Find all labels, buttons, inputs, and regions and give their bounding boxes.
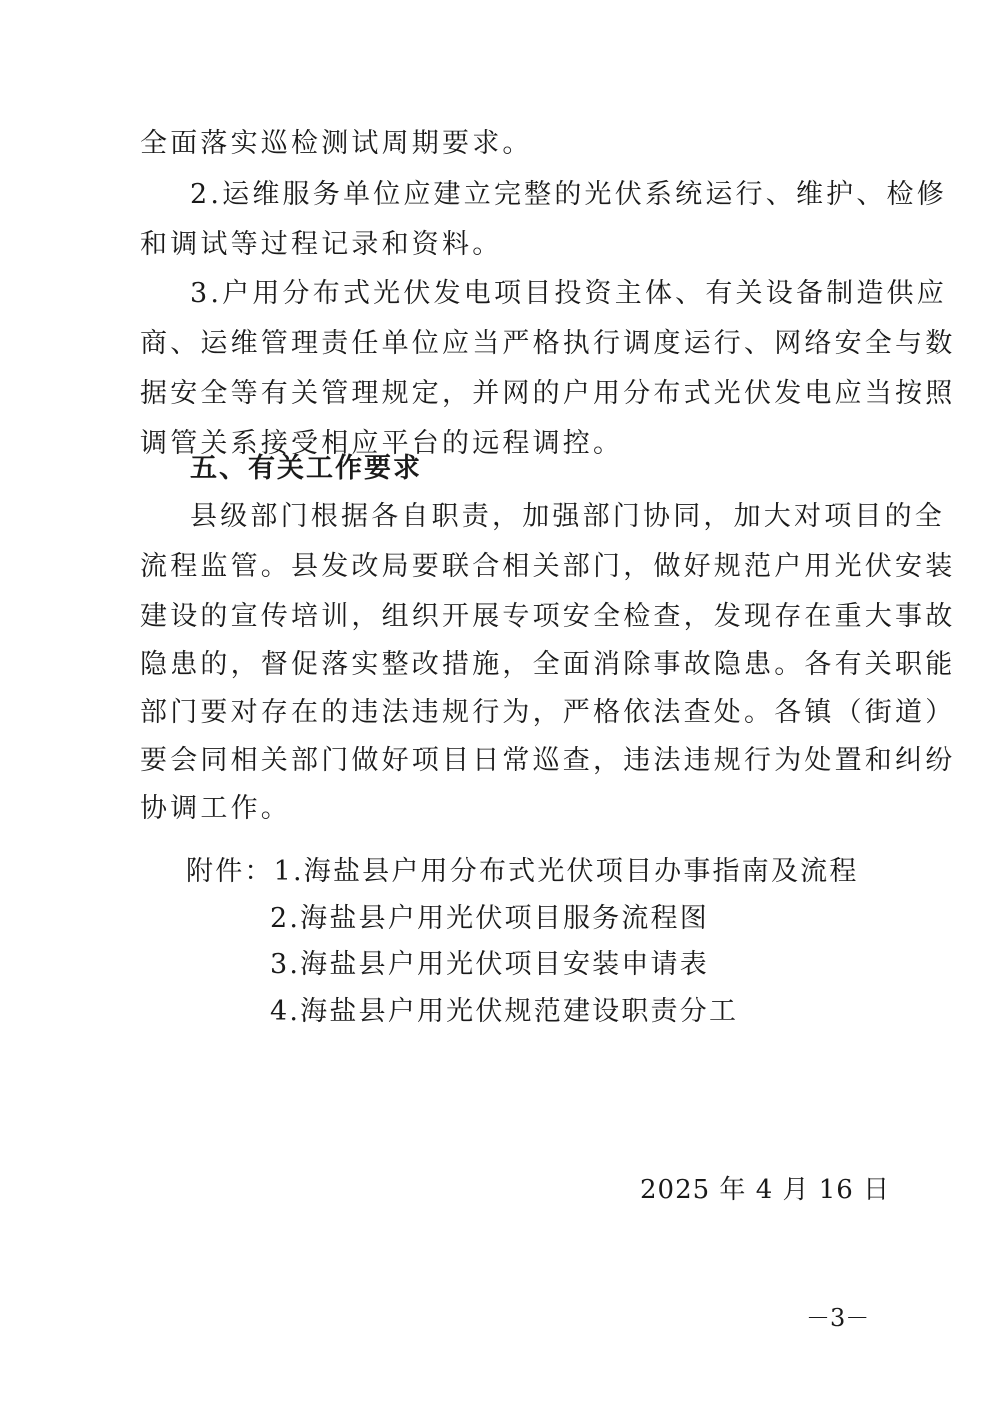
page-number: －3－ [806, 1304, 870, 1332]
section-heading: 五、有关工作要求 [190, 453, 422, 484]
document-date: 2025 年 4 月 16 日 [640, 1175, 891, 1205]
paragraph-line: 县级部门根据各自职责，加强部门协同，加大对项目的全 [190, 501, 945, 532]
paragraph-line: 隐患的，督促落实整改措施，全面消除事故隐患。各有关职能 [140, 649, 956, 680]
paragraph-line: 商、运维管理责任单位应当严格执行调度运行、网络安全与数 [140, 328, 956, 359]
paragraph-line: 3.户用分布式光伏发电项目投资主体、有关设备制造供应 [190, 278, 947, 309]
paragraph-line: 和调试等过程记录和资料。 [140, 229, 503, 260]
paragraph-line: 协调工作。 [140, 793, 291, 824]
paragraph-line: 流程监管。县发改局要联合相关部门，做好规范户用光伏安装 [140, 551, 956, 582]
paragraph-line: 部门要对存在的违法违规行为，严格依法查处。各镇（街道） [140, 697, 956, 728]
attachment-item: 2.海盐县户用光伏项目服务流程图 [270, 903, 709, 934]
attachment-item: 3.海盐县户用光伏项目安装申请表 [270, 949, 709, 980]
paragraph-line: 要会同相关部门做好项目日常巡查，违法违规行为处置和纠纷 [140, 745, 956, 776]
attachment-item: 附件：1.海盐县户用分布式光伏项目办事指南及流程 [186, 856, 859, 887]
paragraph-line: 调管关系接受相应平台的远程调控。 [140, 428, 624, 459]
paragraph-line: 建设的宣传培训，组织开展专项安全检查，发现存在重大事故 [140, 601, 956, 632]
paragraph-line: 据安全等有关管理规定，并网的户用分布式光伏发电应当按照 [140, 378, 956, 409]
attachment-item: 4.海盐县户用光伏规范建设职责分工 [270, 996, 739, 1027]
paragraph-line: 2.运维服务单位应建立完整的光伏系统运行、维护、检修 [190, 179, 947, 210]
paragraph-line: 全面落实巡检测试周期要求。 [140, 128, 533, 159]
